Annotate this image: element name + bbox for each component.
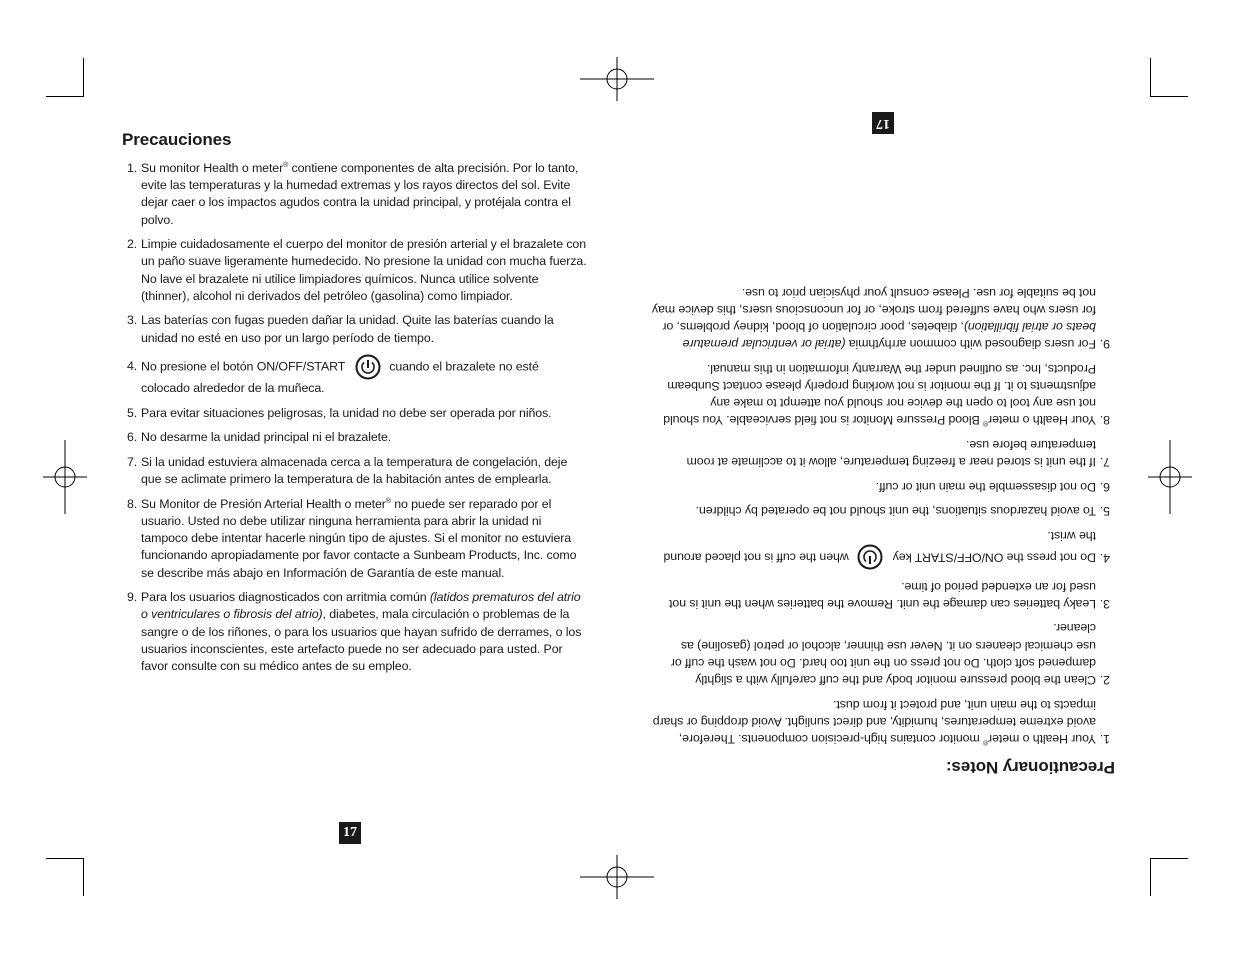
power-button-icon <box>857 544 883 570</box>
list-item: 7. Si la unidad estuviera almacenada cerca a la temperatura de congelación, deje que se aclimate primero la temperatura de la habitación antes de emplearla. <box>127 454 568 487</box>
registration-mark-right <box>1133 440 1207 514</box>
registration-mark-bottom <box>580 840 654 914</box>
list-item: 9.For users diagnosed with common arrhythmia (atrial or ventricular premature beats or atrial fibrillation), diabetes, poor circulation of blood, kidney problems, or for users who have suffered from stroke, or for unconscious users, this device may not be suitable for use. Please consult your physician prior to use. <box>651 285 1110 352</box>
list-item: 7.If the unit is stored near a freezing temperature, allow it to acclimate at room temperature before use. <box>686 438 1110 470</box>
list-item: 2. Limpie cuidadosamente el cuerpo del monitor de presión arterial y el brazalete con un paño suave ligeramente humedecido. No presione la unidad con mucha fuerza. No lave el brazalete ni utilice limpiadores químicos. Nunca utilice solvente (thinner), alcohol ni derivados del petróleo (gasolina) como limpiador. <box>127 237 587 303</box>
list-item: 6. No desarme la unidad principal ni el brazalete. <box>127 430 392 445</box>
list-item: 5.To avoid hazardous situations, the unit should not be operated by children. <box>695 504 1110 519</box>
right-page <box>650 276 1115 777</box>
list-item: 9. Para los usuarios diagnosticados con arritmia común (latidos prematuros del atrio o ventriculares o fibrosis del atrio), diabetes, mala circulación o problemas de la sangre o de los riñones, o para los usuarios que hayan sufrido de derrames, o los usuarios inconscientes, este artefacto puede no ser adecuado para usted. Por favor consulte con su médico antes de su empleo. <box>127 590 582 673</box>
precautions-list <box>650 283 1115 747</box>
list-item: 2.Clean the blood pressure monitor body and the cuff carefully with a slightly dampened soft cloth. Do not press on the unit too hard. Do not wash the cuff or use chemical cleaners on it. Never use thinner, alcohol or petrol (gasoline) as cleaner. <box>670 621 1110 687</box>
list-item: 6.Do not disassemble the main unit or cuff. <box>875 479 1110 494</box>
power-button-icon <box>355 354 381 380</box>
list-item: 8.Your Health o meter® Blood Pressure Monitor is not field serviceable. You should not use any tool to open the device nor should you attempt to make any adjustments to it. If the monitor is not working properly please contact Sunbeam Products, Inc. as outlined under the Warranty information in this manual. <box>663 361 1110 428</box>
crop-mark-br-v <box>1150 858 1151 896</box>
page-number: 17 <box>872 112 894 134</box>
crop-mark-br-h <box>1150 858 1188 859</box>
list-item: 4. No presione el botón ON/OFF/START cuando el brazalete no esté colocado alrededor de la muñeca. <box>127 354 587 397</box>
crop-mark-tr-v <box>1150 58 1151 96</box>
list-item: 1.Your Health o meter® monitor contains high-precision components. Therefore, avoid extreme temperatures, humidity, and direct sunlight. Avoid dropping or sharp impacts to the main unit, and protect it from dust. <box>652 697 1110 746</box>
list-item: 8. Su Monitor de Presión Arterial Health o meter® no puede ser reparado por el usuario. Usted no debe utilizar ninguna herramienta para abrir la unidad ni tampoco debe intentar hacerle ningún tipo de ajustes. Si el monitor no estuviera funcionando apropiadamente por favor contacte a Sunbeam Products, Inc. como se describe más abajo en Información de Garantía de este manual. <box>127 496 577 580</box>
list-item: 1. Su monitor Health o meter® contiene componentes de alta precisión. Por lo tanto, evite las temperaturas y la humedad extremas y los rayos directos del sol. Evite dejar caer o los impactos agudos contra la unidad principal, y protéjala contra el polvo. <box>127 161 579 227</box>
page-title: Precauciones <box>122 130 232 149</box>
registration-mark-left <box>28 440 102 514</box>
crop-mark-tl-v <box>83 58 84 96</box>
left-page <box>122 130 587 683</box>
registration-mark-top <box>580 42 654 116</box>
list-item: 3. Las baterías con fugas pueden dañar la unidad. Quite las baterías cuando la unidad no esté en uso por un largo período de tiempo. <box>127 313 554 345</box>
crop-mark-tl-h <box>46 96 84 97</box>
list-item: 4.Do not press the ON/OFF/START keywhen the cuff is not placed around the wrist. <box>650 527 1110 570</box>
crop-mark-bl-h <box>46 858 84 859</box>
page-number: 17 <box>339 822 361 844</box>
list-item: 3.Leaky batteries can damage the unit. Remove the batteries when the unit is not used for an extended period of time. <box>669 579 1110 611</box>
list-item: 5. Para evitar situaciones peligrosas, la unidad no debe ser operada por niños. <box>127 405 552 420</box>
page-title: Precautionary Notes: <box>946 757 1115 777</box>
crop-mark-bl-v <box>83 858 84 896</box>
precautions-list <box>122 160 587 675</box>
crop-mark-tr-h <box>1150 96 1188 97</box>
